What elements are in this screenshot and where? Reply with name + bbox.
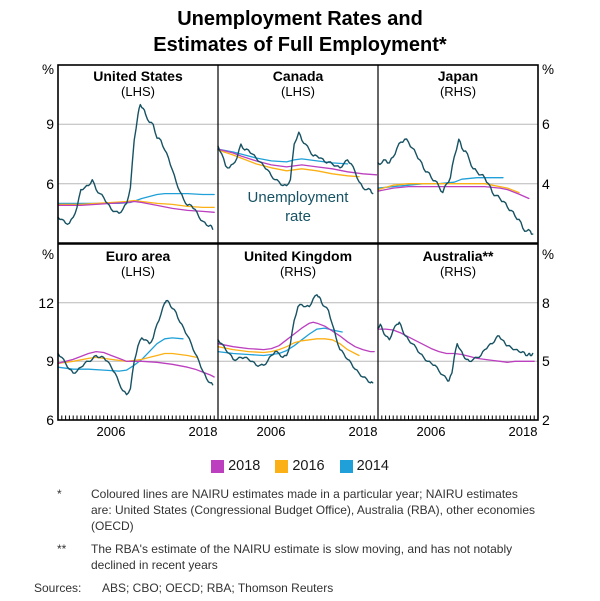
panel-title-text: United States: [93, 68, 183, 84]
panel-axis-note: (LHS): [121, 84, 155, 99]
y-axis-label-right: 5: [542, 353, 550, 370]
footnote-2: [34, 541, 590, 573]
series-unemployment-euro-area: [58, 301, 213, 395]
y-axis-label-left: 9: [46, 353, 54, 370]
x-axis-label: 2006: [96, 424, 126, 439]
legend: [0, 458, 600, 474]
y-axis-label-right: 4: [542, 175, 550, 192]
panel-title-text: Australia**: [422, 248, 494, 264]
panel-title-text: Canada: [272, 68, 324, 84]
sources-label: Sources:: [34, 581, 82, 595]
annotation-line1: Unemployment: [247, 189, 349, 206]
series-nairu-2014-united-kingdom: [218, 328, 342, 355]
chart-title-line1: Unemployment Rates and: [177, 8, 423, 30]
y-axis-label-left: 9: [46, 116, 54, 133]
panel-title-text: United Kingdom: [243, 248, 353, 264]
panel-axis-note: (RHS): [439, 84, 477, 99]
panel-axis-note: (LHS): [281, 84, 315, 99]
y-axis-label-left: 6: [46, 412, 54, 428]
x-axis-label: 2006: [416, 424, 446, 439]
footnote-2-marker: **: [57, 542, 67, 556]
chart-title-line2: Estimates of Full Employment*: [153, 34, 447, 56]
panel-axis-note: (LHS): [121, 264, 155, 279]
x-axis-label: 2006: [256, 424, 286, 439]
y-axis-label-left: 6: [46, 175, 54, 192]
footnote-1-marker: *: [57, 487, 62, 501]
panel-title-text: Japan: [437, 68, 479, 84]
legend-label-2016: 2016: [292, 458, 325, 474]
annotation-line2: rate: [285, 208, 311, 225]
series-unemployment-australia-: [378, 322, 533, 381]
sources-text: ABS; CBO; OECD; RBA; Thomson Reuters: [102, 581, 334, 595]
series-unemployment-united-kingdom: [218, 295, 373, 383]
x-axis-label: 2018: [188, 424, 218, 439]
y-axis-percent-right: %: [542, 247, 555, 262]
y-axis-label-right: 8: [542, 294, 550, 311]
legend-item-2018: [211, 458, 260, 474]
footnotes: [34, 486, 590, 596]
y-axis-label-right: 2: [542, 412, 550, 428]
sources-line: [34, 580, 590, 596]
legend-swatch-2016: [275, 460, 288, 473]
x-axis-label: 2018: [348, 424, 378, 439]
legend-swatch-2014: [340, 460, 353, 473]
legend-item-2016: [275, 458, 324, 474]
y-axis-percent-left: %: [41, 247, 54, 262]
legend-item-2014: [340, 458, 389, 474]
panel-title-text: Euro area: [105, 248, 171, 264]
series-nairu-2018-united-kingdom: [218, 322, 374, 351]
series-nairu-2014-euro-area: [58, 338, 183, 371]
x-axis-label: 2018: [508, 424, 538, 439]
y-axis-label-right: 6: [542, 116, 550, 133]
footnote-1-text: Coloured lines are NAIRU estimates made in a particular year; NAIRU estimates are: United States (Congressional Budget Office), Australia (RBA), other economies (OECD): [91, 487, 535, 533]
y-axis-percent-left: %: [41, 62, 54, 77]
unemployment-rate-annotation: [218, 188, 378, 226]
legend-swatch-2018: [211, 460, 224, 473]
panel-axis-note: (RHS): [279, 264, 317, 279]
footnote-1: [34, 486, 590, 534]
footnote-2-text: The RBA's estimate of the NAIRU estimate is slow moving, and has not notably declined in recent years: [91, 542, 513, 572]
y-axis-label-left: 12: [38, 294, 54, 311]
legend-label-2014: 2014: [356, 458, 389, 474]
panel-axis-note: (RHS): [439, 264, 477, 279]
legend-label-2018: 2018: [228, 458, 261, 474]
series-nairu-2018-canada: [218, 149, 377, 175]
series-unemployment-canada: [218, 132, 373, 193]
y-axis-percent-right: %: [542, 62, 555, 77]
